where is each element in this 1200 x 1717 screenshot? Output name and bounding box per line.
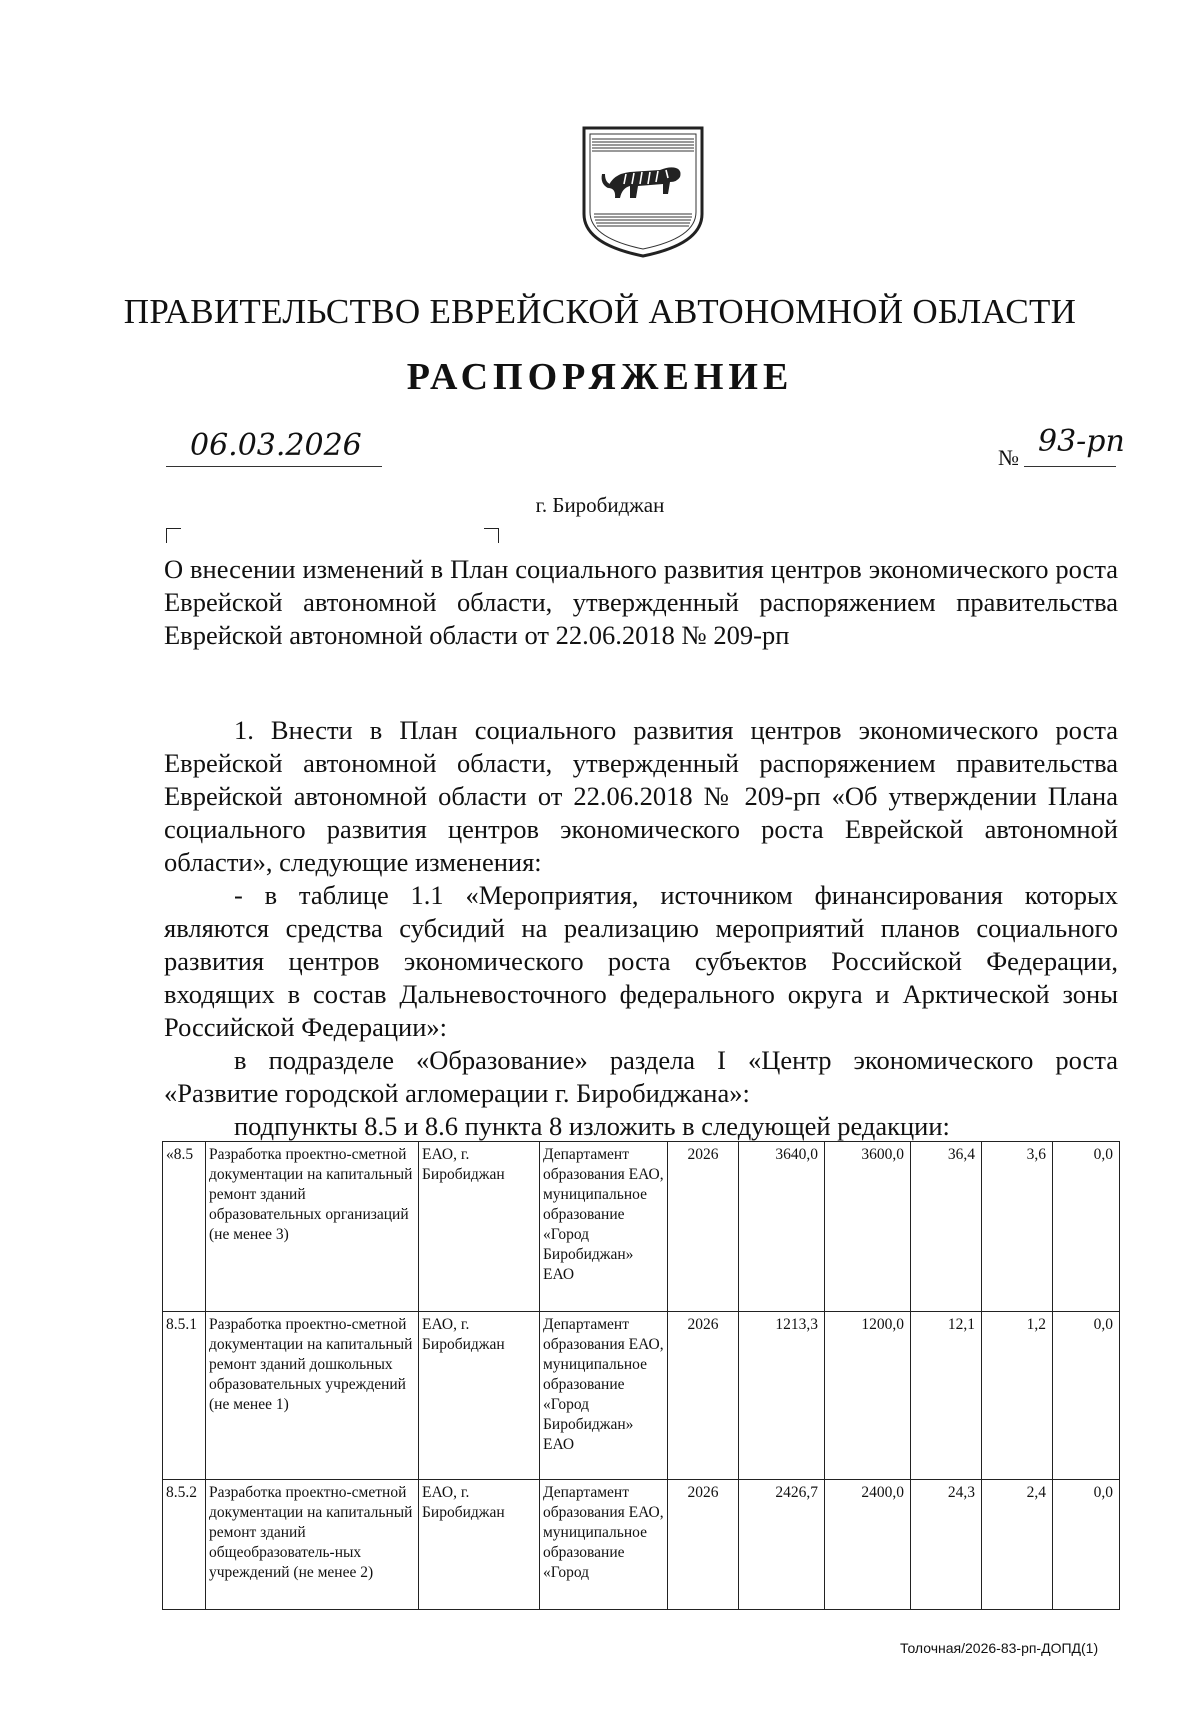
document-body bbox=[164, 714, 1118, 1143]
table-row bbox=[163, 1312, 1120, 1480]
row-value-3: 1,2 bbox=[982, 1312, 1053, 1480]
row-place: ЕАО, г. Биробиджан bbox=[419, 1312, 540, 1480]
footer-file-reference: Толочная/2026-83-рп-ДОПД(1) bbox=[900, 1640, 1099, 1656]
row-executor: Департамент образования ЕАО, муниципальное образование «Город bbox=[540, 1480, 668, 1610]
row-value-1: 3600,0 bbox=[825, 1142, 911, 1312]
row-number: 8.5.2 bbox=[163, 1480, 206, 1610]
city-name: г. Биробиджан bbox=[535, 493, 665, 517]
coat-of-arms-emblem bbox=[578, 122, 708, 260]
document-type-title: РАСПОРЯЖЕНИЕ bbox=[406, 356, 794, 398]
row-total: 3640,0 bbox=[739, 1142, 825, 1312]
row-year: 2026 bbox=[668, 1142, 739, 1312]
heading-corner-right bbox=[484, 528, 499, 543]
body-paragraph-3: в подразделе «Образование» раздела I «Центр экономического роста «Развитие городской агломерации г. Биробиджана»: bbox=[164, 1045, 1118, 1108]
row-value-3: 2,4 bbox=[982, 1480, 1053, 1610]
row-value-2: 36,4 bbox=[911, 1142, 982, 1312]
row-value-2: 24,3 bbox=[911, 1480, 982, 1610]
row-total: 2426,7 bbox=[739, 1480, 825, 1610]
government-title: ПРАВИТЕЛЬСТВО ЕВРЕЙСКОЙ АВТОНОМНОЙ ОБЛАСТИ bbox=[123, 292, 1077, 331]
body-paragraph-2: - в таблице 1.1 «Мероприятия, источником финансирования которых являются средства субсидий на реализацию мероприятий планов социального развития центров экономического роста субъектов Российской Федерации, входящих в состав Дальневосточного федерального округа и Арктической зоны Российской Федерации»: bbox=[164, 880, 1118, 1042]
document-number: 93-рп bbox=[1038, 424, 1125, 459]
row-year: 2026 bbox=[668, 1312, 739, 1480]
row-value-4: 0,0 bbox=[1053, 1480, 1120, 1610]
row-place: ЕАО, г. Биробиджан bbox=[419, 1142, 540, 1312]
row-value-1: 1200,0 bbox=[825, 1312, 911, 1480]
row-name: Разработка проектно-сметной документации на капитальный ремонт зданий образовательных организаций (не менее 3) bbox=[206, 1142, 419, 1312]
row-executor: Департамент образования ЕАО, муниципальное образование «Город Биробиджан» ЕАО bbox=[540, 1142, 668, 1312]
body-paragraph-4: подпункты 8.5 и 8.6 пункта 8 изложить в следующей редакции: bbox=[234, 1111, 950, 1141]
tiger-emblem-icon bbox=[578, 122, 708, 260]
document-heading: О внесении изменений в План социального развития центров экономического роста Еврейской автономной области, утвержденный распоряжением правительства Еврейской автономной области от 22.06.2018 № 209-рп bbox=[164, 554, 1118, 650]
row-name: Разработка проектно-сметной документации на капитальный ремонт зданий дошкольных образовательных учреждений (не менее 1) bbox=[206, 1312, 419, 1480]
row-value-4: 0,0 bbox=[1053, 1142, 1120, 1312]
row-number: «8.5 bbox=[163, 1142, 206, 1312]
heading-corner-left bbox=[166, 528, 181, 543]
number-sign: № bbox=[998, 445, 1019, 470]
row-value-4: 0,0 bbox=[1053, 1312, 1120, 1480]
date-underline bbox=[166, 466, 382, 467]
row-year: 2026 bbox=[668, 1480, 739, 1610]
table-row bbox=[163, 1142, 1120, 1312]
plan-table bbox=[162, 1141, 1120, 1610]
body-paragraph-1: 1. Внести в План социального развития центров экономического роста Еврейской автономной области, утвержденный распоряжением правительства Еврейской автономной области от 22.06.2018 № 209-рп «Об утверждении Плана социального развития центров экономического роста Еврейской автономной области», следующие изменения: bbox=[164, 715, 1118, 877]
row-place: ЕАО, г. Биробиджан bbox=[419, 1480, 540, 1610]
document-date: 06.03.2026 bbox=[190, 428, 362, 463]
table-row bbox=[163, 1480, 1120, 1610]
row-total: 1213,3 bbox=[739, 1312, 825, 1480]
row-executor: Департамент образования ЕАО, муниципальное образование «Город Биробиджан» ЕАО bbox=[540, 1312, 668, 1480]
row-value-2: 12,1 bbox=[911, 1312, 982, 1480]
row-value-3: 3,6 bbox=[982, 1142, 1053, 1312]
row-number: 8.5.1 bbox=[163, 1312, 206, 1480]
row-name: Разработка проектно-сметной документации на капитальный ремонт зданий общеобразователь-ных учреждений (не менее 2) bbox=[206, 1480, 419, 1610]
number-underline bbox=[1024, 466, 1116, 467]
row-value-1: 2400,0 bbox=[825, 1480, 911, 1610]
